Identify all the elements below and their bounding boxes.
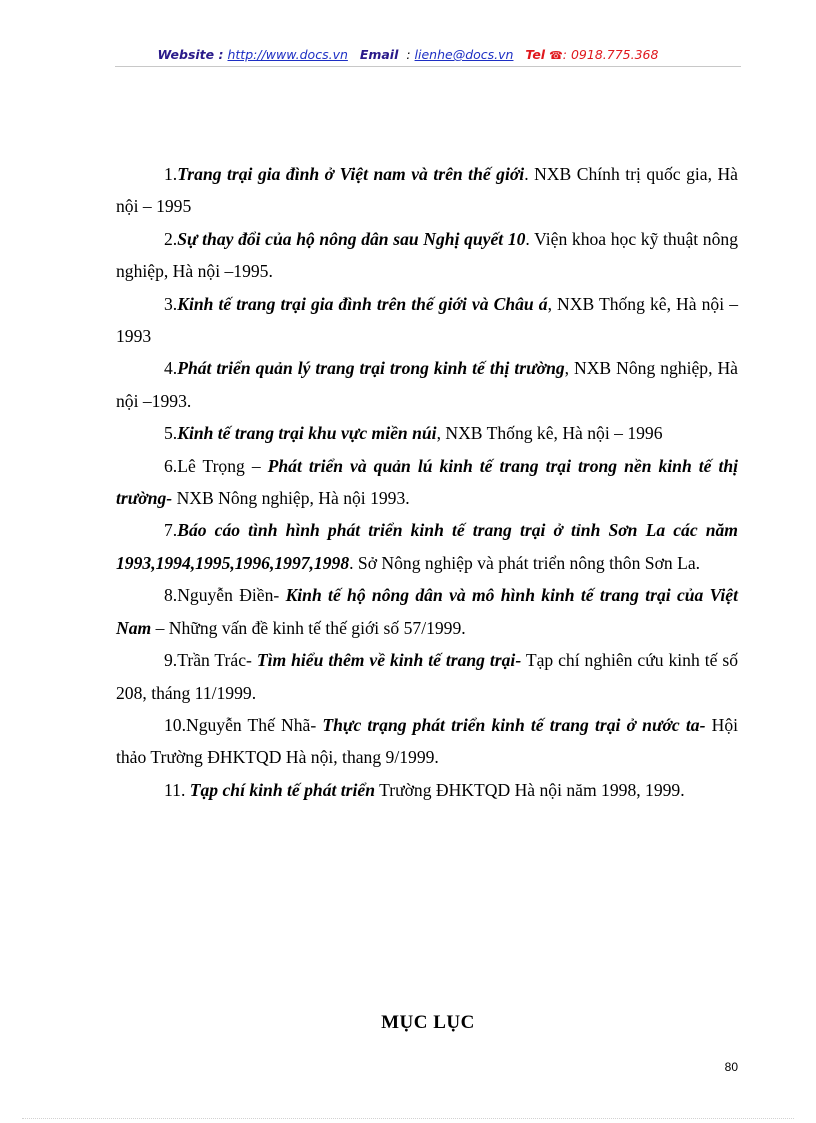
section-title: MỤC LỤC <box>381 1012 475 1033</box>
reference-number: 2. <box>164 228 178 249</box>
reference-item <box>116 417 738 449</box>
page-number: 80 <box>724 1060 738 1074</box>
reference-number: 4. <box>164 358 178 379</box>
reference-title: Kinh tế hộ nông dân và mô hình kinh tế trang trại của Việt Nam <box>116 585 738 638</box>
reference-item <box>116 158 738 223</box>
reference-title: Báo cáo tình hình phát triển kinh tế trang trại ở tỉnh Sơn La các năm 1993,1994,1995,1996,1997,1998 <box>116 520 738 573</box>
page-header <box>0 47 816 62</box>
reference-item <box>116 709 738 774</box>
reference-title: Trang trại gia đình ở Việt nam và trên thế giới <box>177 164 525 184</box>
reference-item <box>116 514 738 579</box>
reference-details: Trường ĐHKTQD Hà nội năm 1998, 1999. <box>375 779 685 800</box>
reference-title: Sự thay đổi của hộ nông dân sau Nghị quyết 10 <box>177 228 526 249</box>
reference-number: 7. <box>164 520 178 541</box>
reference-prefix: Nguyễn Điền- <box>177 585 286 606</box>
reference-prefix: Trần Trác- <box>177 650 257 671</box>
reference-item <box>116 579 738 644</box>
reference-item <box>116 352 738 417</box>
website-link[interactable]: http://www.docs.vn <box>227 47 348 62</box>
reference-prefix: Nguyễn Thế Nhã- <box>186 714 323 735</box>
reference-number: 10. <box>164 714 186 735</box>
website-label: Website : <box>157 47 224 62</box>
tel-label: Tel <box>525 47 546 62</box>
email-separator: : <box>406 47 411 62</box>
page-bottom-border <box>22 1118 794 1119</box>
reference-number: 3. <box>164 293 178 314</box>
reference-title: Tạp chí kinh tế phát triển <box>189 779 375 800</box>
reference-details: . Viện khoa học kỹ thuật nông nghiệp, Hà nội –1995. <box>116 228 738 282</box>
reference-details: , NXB Thống kê, Hà nội –1993 <box>116 293 738 347</box>
reference-details: Hội thảo Trường ĐHKTQD Hà nội, thang 9/1999. <box>116 714 738 768</box>
reference-prefix: Lê Trọng – <box>177 455 268 476</box>
reference-details: . Sở Nông nghiệp và phát triển nông thôn Sơn La. <box>349 552 701 573</box>
reference-item <box>116 223 738 288</box>
reference-title: Kinh tế trang trại khu vực miền núi <box>177 423 437 444</box>
reference-number: 9. <box>164 650 178 671</box>
reference-number: 8. <box>164 585 178 606</box>
phone-icon: ☎ <box>549 49 563 62</box>
reference-title: Tìm hiểu thêm về kinh tế trang trại- <box>256 650 522 671</box>
reference-item <box>116 450 738 515</box>
reference-details: , NXB Thống kê, Hà nội – 1996 <box>436 423 663 444</box>
reference-item <box>116 774 738 806</box>
email-label: Email <box>359 47 399 62</box>
reference-details: Tạp chí nghiên cứu kinh tế số 208, tháng 11/1999. <box>116 650 738 703</box>
reference-number: 5. <box>164 423 178 444</box>
reference-title: Phát triển và quản lú kinh tế trang trại trong nền kinh tế thị trường- <box>116 455 739 509</box>
reference-details: . NXB Chính trị quốc gia, Hà nội – 1995 <box>116 164 738 217</box>
reference-item <box>116 644 738 709</box>
reference-details: NXB Nông nghiệp, Hà nội 1993. <box>172 488 410 509</box>
reference-number: 1. <box>164 164 178 184</box>
reference-title: Kinh tế trang trại gia đình trên thế giới và Châu á <box>177 293 548 314</box>
reference-number: 6. <box>164 455 178 476</box>
reference-number: 11. <box>164 779 190 800</box>
reference-list <box>116 158 738 806</box>
reference-details: , NXB Nông nghiệp, Hà nội –1993. <box>116 358 738 411</box>
header-divider <box>115 66 741 67</box>
reference-title: Thực trạng phát triển kinh tế trang trại ở nước ta- <box>322 714 706 735</box>
reference-item <box>116 288 738 353</box>
phone-number: : 0918.775.368 <box>562 47 659 62</box>
reference-details: – Những vấn đề kinh tế thế giới số 57/1999. <box>151 617 466 638</box>
email-link[interactable]: lienhe@docs.vn <box>414 47 514 62</box>
reference-title: Phát triển quản lý trang trại trong kinh tế thị trường <box>177 358 565 379</box>
